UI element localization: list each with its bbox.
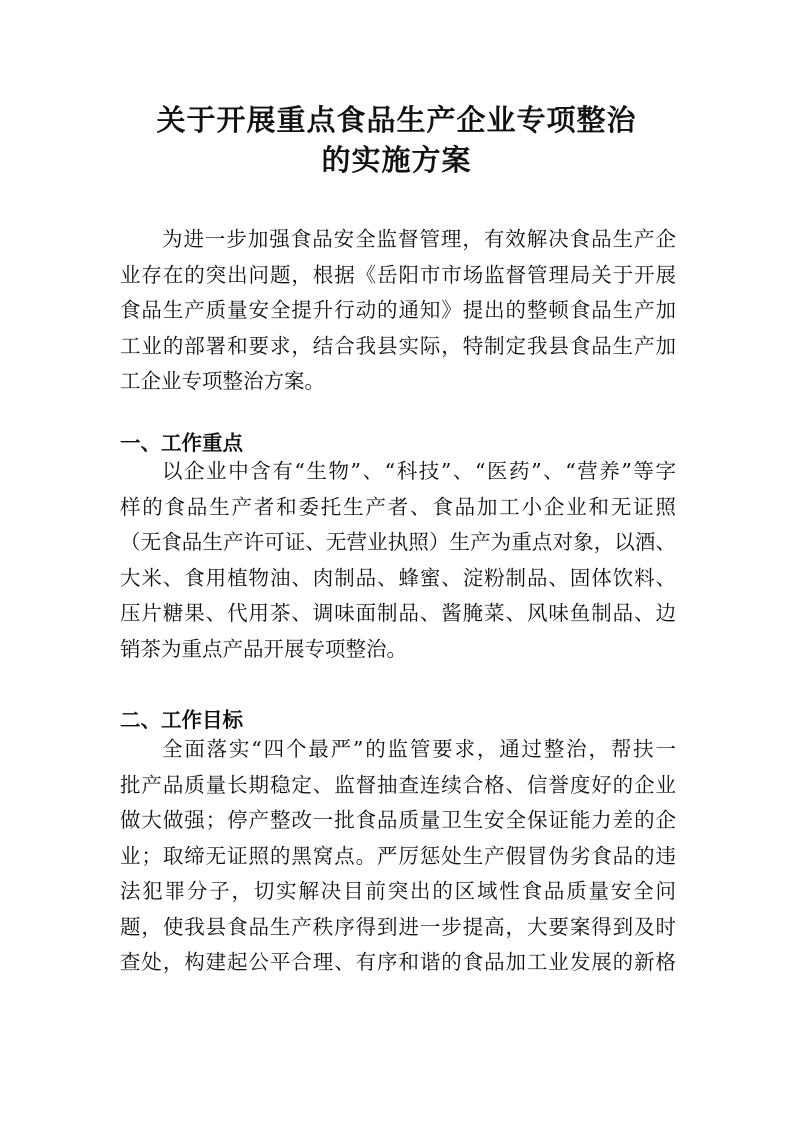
intro-paragraph <box>120 222 676 400</box>
paragraph-line: 样的食品生产者和委托生产者、食品加工小企业和无证照 <box>120 494 676 519</box>
paragraph-line: 做大做强；停产整改一批食品质量卫生安全保证能力差的企 <box>120 808 676 832</box>
section-heading-work-focus: 一、工作重点 <box>120 431 243 455</box>
paragraph-line: 食品生产质量安全提升行动的通知》提出的整顿食品生产加 <box>120 298 676 322</box>
paragraph-line: 以企业中含有“生物”、“科技”、“医药”、“营养”等字 <box>162 459 676 483</box>
paragraph-line: 批产品质量长期稳定、监督抽查连续合格、信誉度好的企业 <box>120 772 676 797</box>
paragraph-line: 业；取缔无证照的黑窝点。严厉惩处生产假冒伪劣食品的违 <box>120 843 676 868</box>
paragraph-line: 全面落实“四个最严”的监管要求，通过整治，帮扶一 <box>162 737 676 761</box>
section-heading-work-goals: 二、工作目标 <box>120 708 243 732</box>
paragraph-line: 压片糖果、代用茶、调味面制品、酱腌菜、风味鱼制品、边 <box>120 601 676 625</box>
work-goals-paragraph <box>120 732 676 981</box>
document-title-line-2: 的实施方案 <box>321 143 472 177</box>
work-focus-paragraph <box>120 454 676 667</box>
paragraph-line: 大米、食用植物油、肉制品、蜂蜜、淀粉制品、固体饮料、 <box>120 565 676 590</box>
paragraph-line: 业存在的突出问题，根据《岳阳市市场监督管理局关于开展 <box>120 262 676 287</box>
paragraph-line: （无食品生产许可证、无营业执照）生产为重点对象，以酒、 <box>120 530 676 554</box>
document-title-line-1: 关于开展重点食品生产企业专项整治 <box>156 103 637 137</box>
paragraph-line: 销茶为重点产品开展专项整治。 <box>120 636 407 661</box>
paragraph-line: 为进一步加强食品安全监督管理，有效解决食品生产企 <box>162 227 676 251</box>
paragraph-line: 工业的部署和要求，结合我县实际，特制定我县食品生产加 <box>120 333 676 358</box>
paragraph-line: 工企业专项整治方案。 <box>120 369 325 393</box>
paragraph-line: 法犯罪分子，切实解决目前突出的区域性食品质量安全问 <box>120 879 676 903</box>
paragraph-line: 题，使我县食品生产秩序得到进一步提高，大要案得到及时 <box>120 914 676 939</box>
paragraph-line: 查处，构建起公平合理、有序和谐的食品加工业发展的新格 <box>120 950 676 974</box>
